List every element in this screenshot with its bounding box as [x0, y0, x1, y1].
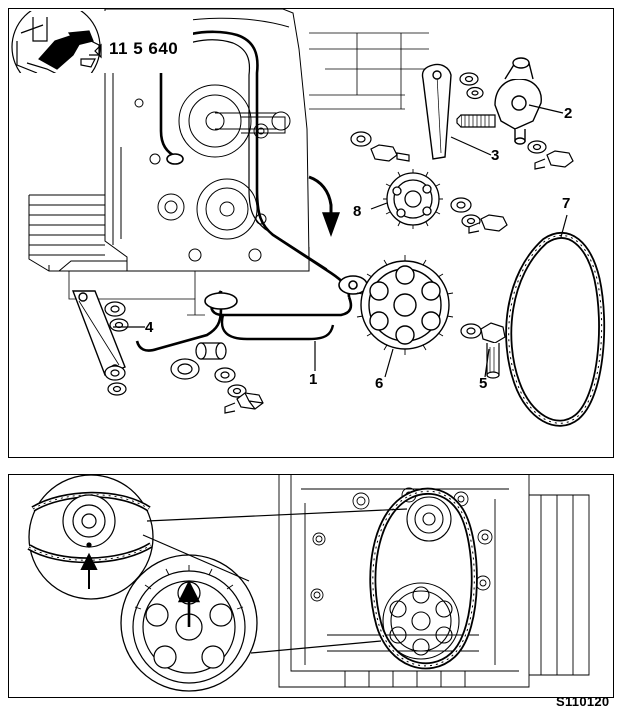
- sprocket-small: [383, 169, 443, 229]
- assembly-direction-arrow: [309, 177, 339, 235]
- top-panel: [8, 8, 614, 458]
- callout-2: 2: [564, 105, 573, 122]
- bottom-panel-artwork: [9, 475, 611, 695]
- callout-8: 8: [353, 203, 362, 220]
- chain-guide-rail: [422, 64, 451, 159]
- top-panel-artwork: [9, 9, 611, 455]
- tensioner-arm-pivot: [495, 58, 541, 144]
- timing-chain: [509, 235, 602, 423]
- camshaft-sprocket-large: [357, 255, 453, 355]
- callout-3: 3: [491, 147, 500, 164]
- figure-code: S110120: [556, 694, 610, 709]
- callout-4: 4: [145, 319, 154, 336]
- callout-1: 1: [309, 371, 318, 388]
- callout-5: 5: [479, 375, 488, 392]
- callout-7: 7: [562, 195, 571, 212]
- callout-6: 6: [375, 375, 384, 392]
- part-number: 11 5 640: [109, 39, 179, 58]
- bottom-panel: [8, 474, 614, 698]
- detail-upper-sprocket: [29, 475, 153, 599]
- sprocket-bolt: [461, 323, 505, 378]
